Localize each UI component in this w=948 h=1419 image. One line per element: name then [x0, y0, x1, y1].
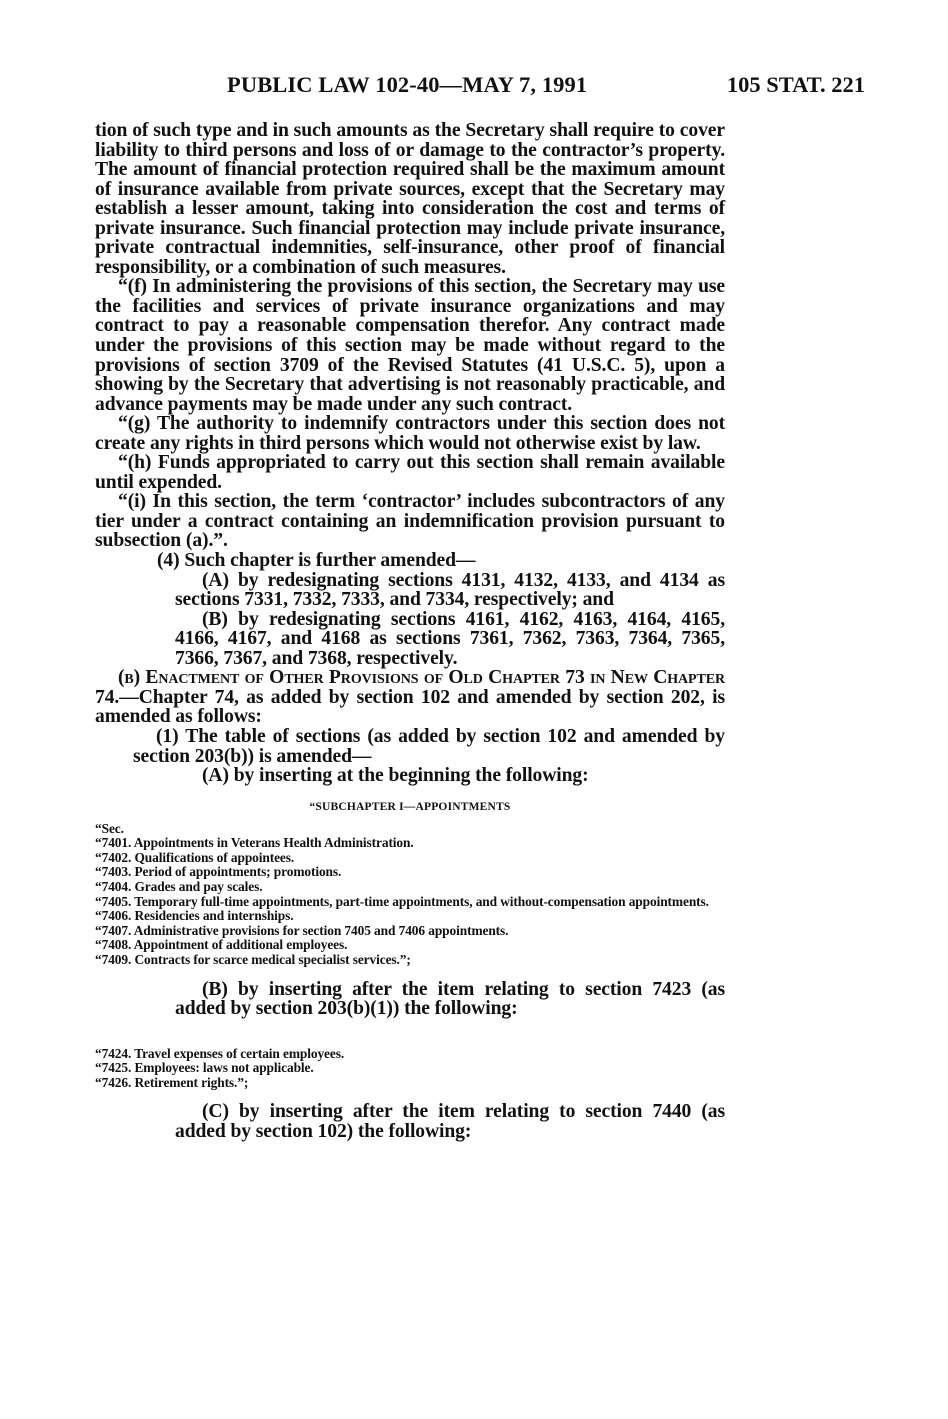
paragraph-b-text: —Chapter 74, as added by section 102 and amended by section 202, is amended as follows:: [95, 686, 725, 728]
toc-item: “Sec.: [95, 820, 124, 836]
paragraph-g: “(g) The authority to indemnify contractors under this section does not create any rights in third persons which would not otherwise exist by law.: [95, 413, 725, 454]
header-page-ref: 105 STAT. 221: [726, 72, 865, 97]
toc-item: “7404. Grades and pay scales.: [95, 878, 263, 894]
paragraph-h: “(h) Funds appropriated to carry out this section shall remain available until expended.: [95, 452, 725, 493]
toc-item: “7424. Travel expenses of certain employees.: [95, 1045, 345, 1061]
paragraph-continuation: tion of such type and in such amounts as the Secretary shall require to cover liability to third persons and loss of or damage to the contractor’s property. The amount of financial protection required shall be the maximum amount of insurance available from private sources, except that the Secretary may establish a lesser amount, taking into consideration the cost and terms of private insurance. Such financial protection may include private insurance, private contractual indemnities, self-insurance, other proof of financial responsibility, or a combination of such measures.: [95, 120, 725, 278]
toc-item: “7409. Contracts for scarce medical specialist services.”;: [95, 951, 411, 967]
toc-item: “7401. Appointments in Veterans Health Administration.: [95, 835, 414, 851]
paragraph-4b: (B) by redesignating sections 4161, 4162, 4163, 4164, 4165, 4166, 4167, and 4168 as sections 7361, 7362, 7363, 7364, 7365, 7366, 7367, and 7368, respectively.: [175, 608, 725, 669]
toc-item: “7403. Period of appointments; promotions.: [95, 864, 342, 880]
paragraph-4a: (A) by redesignating sections 4131, 4132, 4133, and 4134 as sections 7331, 7332, 7333, and 7334, respectively; and: [175, 569, 725, 611]
toc-item: “7402. Qualifications of appointees.: [95, 849, 295, 865]
header-title: PUBLIC LAW 102-40—MAY 7, 1991: [227, 72, 588, 97]
paragraph-b1a: (A) by inserting at the beginning the following:: [202, 765, 589, 787]
page-header: [95, 72, 865, 102]
paragraph-4: (4) Such chapter is further amended—: [157, 550, 476, 572]
subchapter-heading: “SUBCHAPTER I—APPOINTMENTS: [309, 800, 511, 813]
toc-item: “7406. Residencies and internships.: [95, 908, 294, 924]
toc-item: “7408. Appointment of additional employees.: [95, 937, 348, 953]
paragraph-f: “(f) In administering the provisions of this section, the Secretary may use the facilities and services of private insurance organizations and may contract to pay a reasonable compensation therefor. Any contract made under the provisions of this section may be made without regard to the provisions of section 3709 of the Revised Statutes (41 U.S.C. 5), upon a showing by the Secretary that advertising is not reasonably practicable, and advance payments may be made under any such contract.: [95, 276, 725, 415]
paragraph-b-heading: (b) Enactment of Other Provisions of Old Chapter 73 in New Chapter 74.: [95, 667, 725, 708]
paragraph-b1b: (B) by inserting after the item relating to section 7423 (as added by section 203(b)(1)) the following:: [175, 978, 725, 1020]
table-of-sections-1: [95, 822, 725, 968]
table-of-sections-2: [95, 1047, 725, 1091]
paragraph-b1: (1) The table of sections (as added by section 102 and amended by section 203(b)) is amended—: [133, 725, 725, 767]
toc-item: “7407. Administrative provisions for section 7405 and 7406 appointments.: [95, 922, 509, 938]
paragraph-i: “(i) In this section, the term ‘contractor’ includes subcontractors of any tier under a contract containing an indemnification provision pursuant to subsection (a).”.: [95, 491, 725, 552]
paragraph-b1c: (C) by inserting after the item relating to section 7440 (as added by section 102) the following:: [175, 1101, 725, 1142]
document-body: [95, 121, 725, 1142]
paragraph-b: [95, 668, 725, 727]
toc-item: “7405. Temporary full-time appointments, part-time appointments, and without-compensation appointments.: [95, 893, 709, 909]
toc-item: “7426. Retirement rights.”;: [95, 1074, 249, 1090]
toc-item: “7425. Employees: laws not applicable.: [95, 1060, 314, 1076]
